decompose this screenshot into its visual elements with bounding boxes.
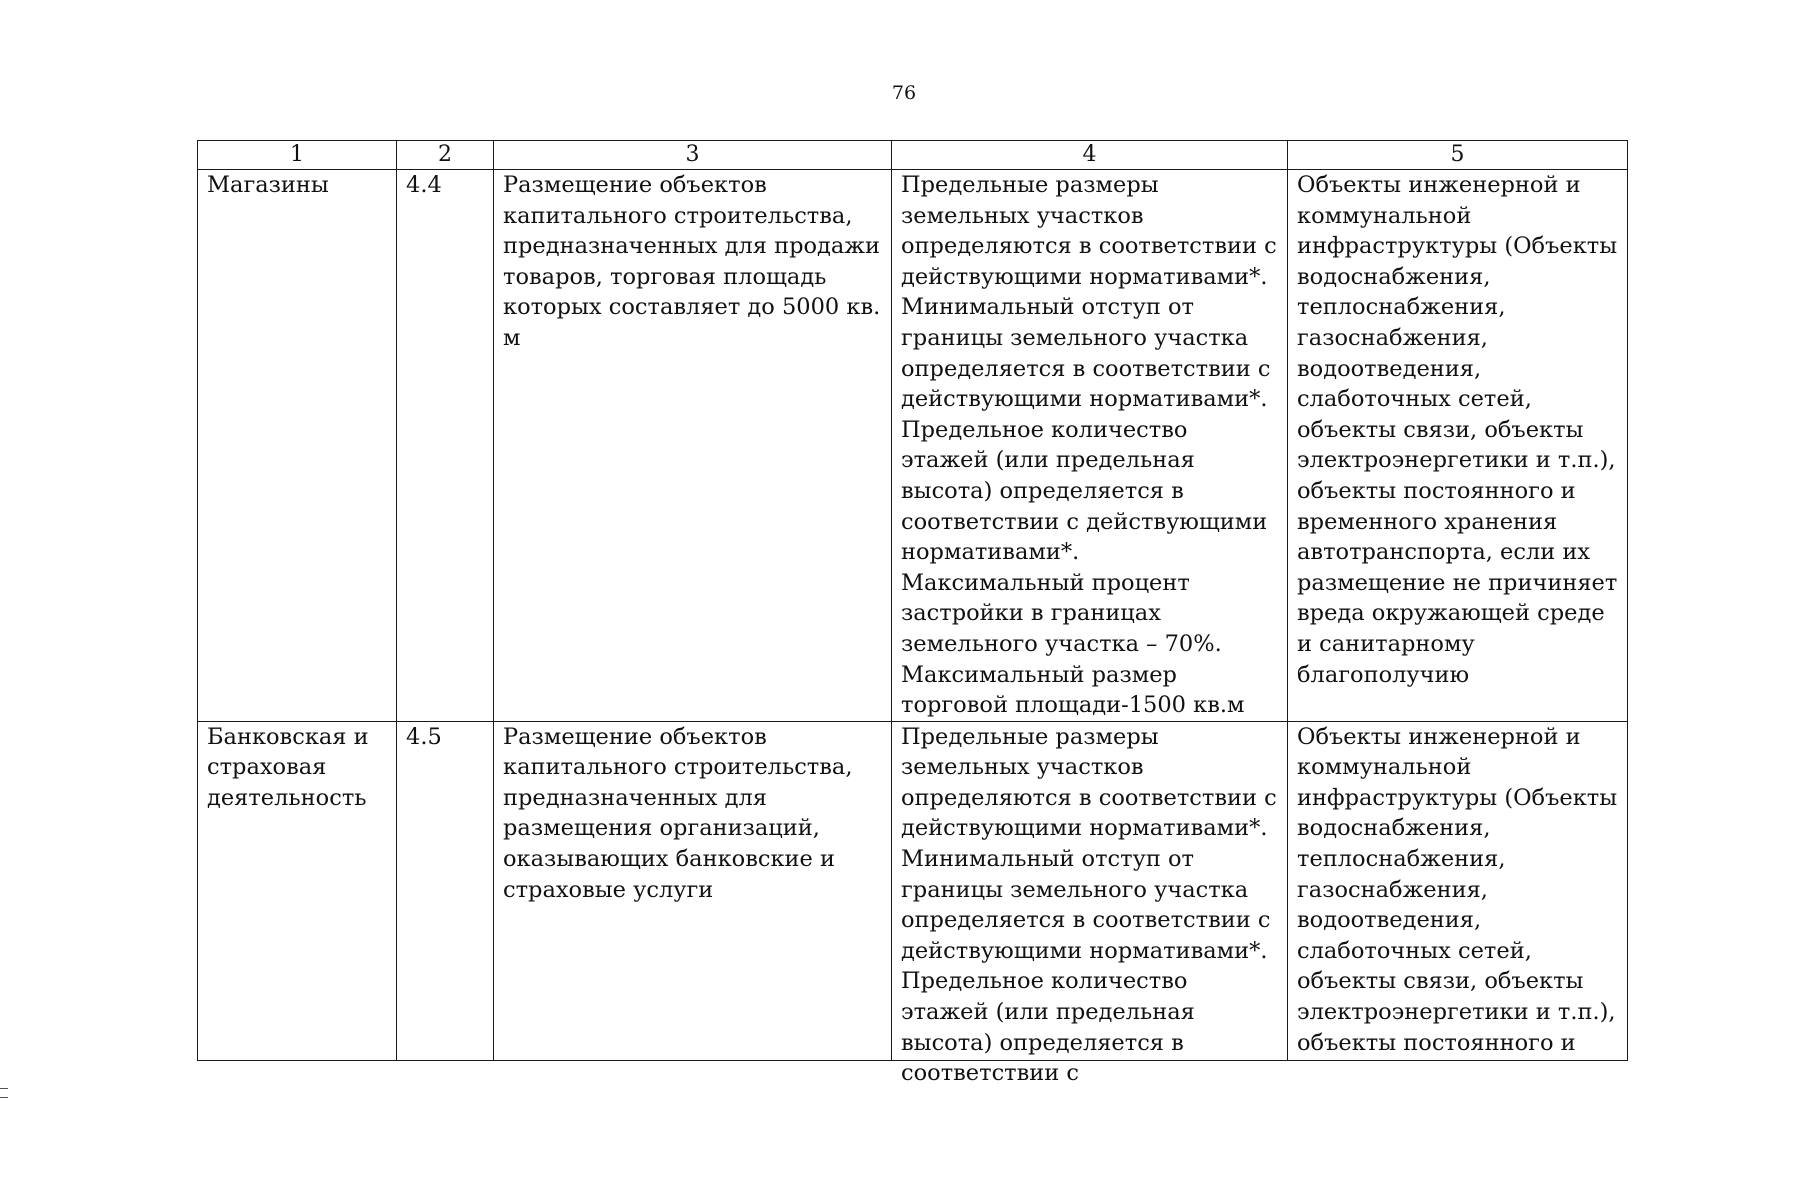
column-header-4: 4	[892, 141, 1288, 170]
use-type-code	[397, 170, 494, 722]
column-header-1: 1	[198, 141, 397, 170]
use-type-name	[198, 721, 397, 1060]
use-type-name-text: Магазины	[207, 172, 329, 198]
use-type-description	[494, 721, 892, 1060]
use-type-auxiliary-text: Объекты инженерной и коммунальной инфраструктуры (Объекты водоснабжения, теплоснабжения, газоснабжения, водоотведения, слаботочных сетей, объекты связи, объекты электроэнергетики и т.п.), объекты постоянного и временного хранения автотранспорта, если их размещение не причиняет вреда окружающей среде и санитарному благополучию	[1297, 172, 1618, 688]
column-header-2: 2	[397, 141, 494, 170]
use-type-auxiliary	[1288, 721, 1628, 1060]
use-type-parameters-text: Предельные размеры земельных участков определяются в соответствии с действующими нормативами*. Минимальный отступ от границы земельного участка определяется в соответствии с действующими нормативами*. Предельное количество этажей (или предельная высота) определяется в соответствии с действующими нормативами*. Максимальный процент застройки в границах земельного участка – 70%. Максимальный размер торговой площади-1500 кв.м	[901, 172, 1277, 719]
table-row	[198, 721, 1628, 1060]
use-type-auxiliary-text: Объекты инженерной и коммунальной инфраструктуры (Объекты водоснабжения, теплоснабжения, газоснабжения, водоотведения, слаботочных сетей, объекты связи, объекты электроэнергетики и т.п.), объекты постоянного и	[1297, 723, 1618, 1056]
margin-mark	[0, 1088, 8, 1098]
page-number: 76	[891, 82, 917, 104]
use-type-description-text: Размещение объектов капитального строительства, предназначенных для размещения организаций, оказывающих банковские и страховые услуги	[503, 723, 853, 903]
use-type-parameters	[892, 721, 1288, 1087]
use-type-parameters	[892, 170, 1288, 722]
use-type-code-text: 4.4	[406, 172, 442, 198]
use-type-code	[397, 721, 494, 1060]
table-header-row	[198, 141, 1628, 170]
land-use-table	[197, 140, 1628, 1087]
table-row	[198, 170, 1628, 722]
use-type-name	[198, 170, 397, 722]
column-header-5: 5	[1288, 141, 1628, 170]
column-header-3: 3	[494, 141, 892, 170]
use-type-name-text: Банковская и страховая деятельность	[207, 723, 369, 811]
use-type-auxiliary	[1288, 170, 1628, 722]
use-type-parameters-text: Предельные размеры земельных участков определяются в соответствии с действующими нормативами*. Минимальный отступ от границы земельного участка определяется в соответствии с действующими нормативами*. Предельное количество этажей (или предельная высота) определяется в соответствии с	[901, 723, 1277, 1087]
use-type-description-text: Размещение объектов капитального строительства, предназначенных для продажи товаров, торговая площадь которых составляет до 5000 кв. м	[503, 172, 881, 351]
use-type-code-text: 4.5	[406, 723, 442, 750]
use-type-description	[494, 170, 892, 722]
